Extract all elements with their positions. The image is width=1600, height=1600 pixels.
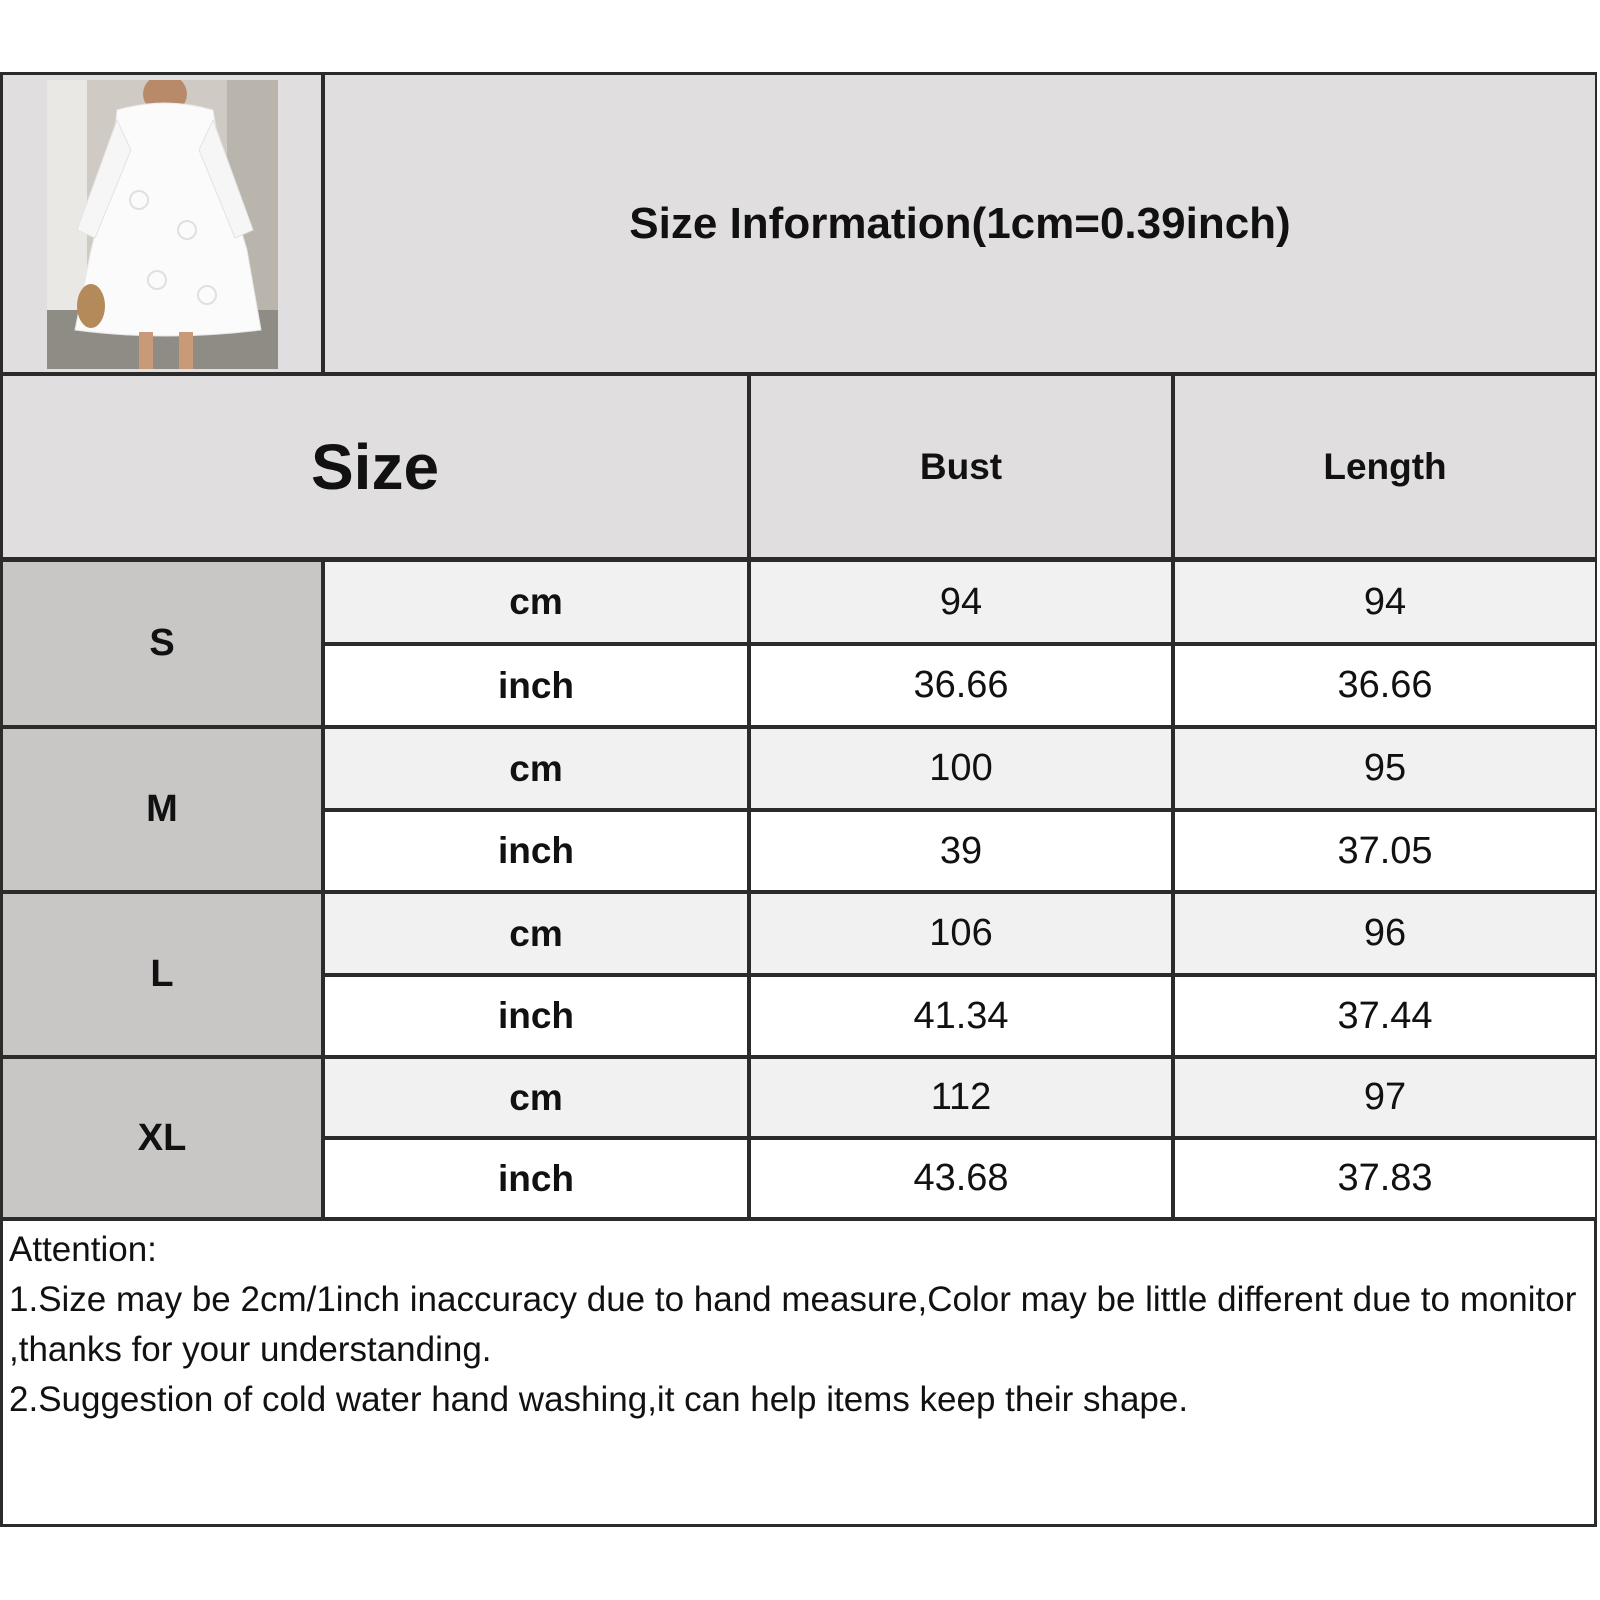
bust-inch-xl: 43.68 (751, 1140, 1171, 1217)
length-inch-l: 37.44 (1175, 977, 1595, 1055)
length-inch-xl: 37.83 (1175, 1140, 1595, 1217)
product-photo (47, 80, 278, 369)
size-label-xl: XL (3, 1059, 321, 1217)
bust-cm-xl: 112 (751, 1059, 1171, 1136)
length-inch-m: 37.05 (1175, 812, 1595, 890)
attention-note-2: 2.Suggestion of cold water hand washing,it can help items keep their shape. (9, 1380, 1189, 1419)
attention-note-1: 1.Size may be 2cm/1inch inaccuracy due to hand measure,Color may be little different due to monitor ,thanks for your understanding. (9, 1280, 1577, 1369)
unit-inch: inch (325, 977, 747, 1055)
bust-header: Bust (751, 376, 1171, 557)
length-cm-l: 96 (1175, 894, 1595, 973)
unit-cm: cm (325, 1059, 747, 1136)
unit-inch: inch (325, 646, 747, 725)
length-header: Length (1175, 376, 1595, 557)
length-cm-xl: 97 (1175, 1059, 1595, 1136)
bust-inch-m: 39 (751, 812, 1171, 890)
unit-cm: cm (325, 562, 747, 642)
size-label-l: L (3, 894, 321, 1055)
length-cm-s: 94 (1175, 562, 1595, 642)
unit-cm: cm (325, 729, 747, 808)
bust-inch-l: 41.34 (751, 977, 1171, 1055)
attention-heading: Attention: (9, 1230, 157, 1269)
bust-cm-s: 94 (751, 562, 1171, 642)
size-label-m: M (3, 729, 321, 890)
unit-inch: inch (325, 812, 747, 890)
unit-cm: cm (325, 894, 747, 973)
size-header: Size (3, 376, 747, 557)
unit-inch: inch (325, 1140, 747, 1217)
length-cm-m: 95 (1175, 729, 1595, 808)
bust-cm-m: 100 (751, 729, 1171, 808)
attention-notes (3, 1221, 1594, 1524)
bust-inch-s: 36.66 (751, 646, 1171, 725)
length-inch-s: 36.66 (1175, 646, 1595, 725)
size-label-s: S (3, 562, 321, 725)
size-info-title: Size Information(1cm=0.39inch) (325, 75, 1595, 372)
bust-cm-l: 106 (751, 894, 1171, 973)
